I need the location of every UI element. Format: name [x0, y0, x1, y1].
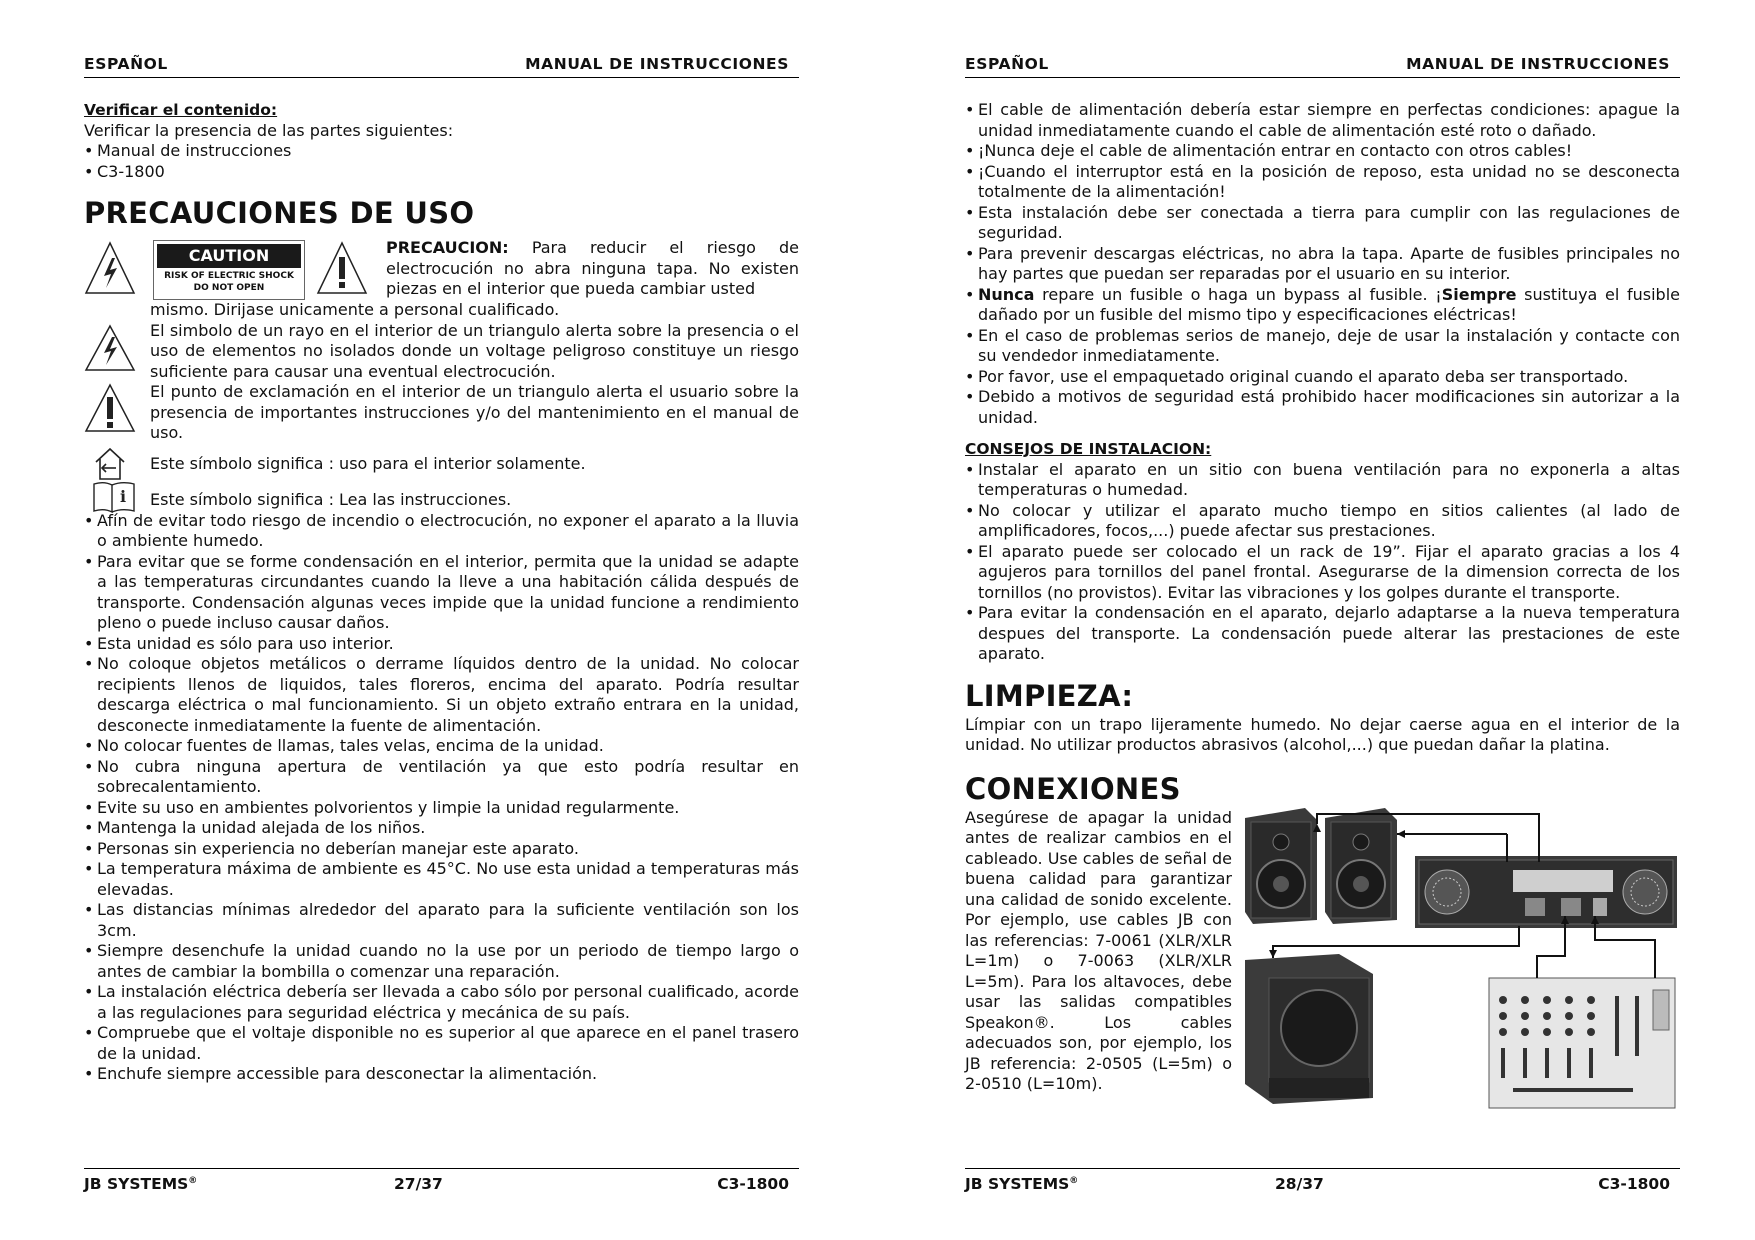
connection-diagram: [1243, 808, 1679, 1116]
read-instructions-icon: [92, 480, 136, 514]
list-item: • No colocar y utilizar el aparato mucho tiempo en sitios calientes (al lado de amplificadores, focos,...) puede afectar sus prestaciones.: [965, 501, 1680, 542]
verificar-heading: Verificar el contenido:: [84, 101, 278, 119]
precauciones-list: [84, 511, 799, 1085]
rayo-text: El simbolo de un rayo en el interior de un triangulo alerta sobre la presencia o el uso de elementos no isolados donde un voltage peligroso constituye un riesgo suficiente para causar una eventual electrocución.: [150, 320, 799, 381]
list-item: • C3-1800: [84, 162, 799, 183]
brand-name: JB SYSTEMS: [84, 1175, 189, 1193]
lightning-triangle-icon: [84, 323, 136, 373]
verificar-list: [84, 141, 799, 182]
rayo-block: [84, 321, 799, 383]
indoor-text: Este símbolo significa : uso para el interior solamente.: [150, 453, 586, 473]
registered-mark: ®: [188, 1175, 198, 1186]
left-body: [84, 100, 799, 1085]
indoor-block: [84, 454, 799, 475]
indoor-use-icon: [92, 446, 128, 482]
consejos-heading: CONSEJOS DE INSTALACION:: [965, 440, 1212, 458]
footer-model: C3-1800: [717, 1175, 789, 1193]
list-item: • La temperatura máxima de ambiente es 45°C. No use esta unidad a temperaturas más elevadas.: [84, 859, 799, 900]
safety-list: [965, 100, 1680, 428]
list-item: • Para evitar que se forme condensación en el interior, permita que la unidad se adapte a las temperaturas circundantes cuando la lleve a una habitación cálida después de transporte. Condensación algunas veces impide que la unidad funcione a rendimiento pleno o puede incluso causar daños.: [84, 552, 799, 634]
conexiones-title: CONEXIONES: [965, 771, 1181, 806]
brand-name: JB SYSTEMS: [965, 1175, 1070, 1193]
registered-mark: ®: [1069, 1175, 1079, 1186]
fuse-text-1: repare un fusible o haga un bypass al fusible. ¡: [1034, 284, 1442, 304]
list-item: • La instalación eléctrica debería ser llevada a cabo sólo por personal cualificado, acorde a las regulaciones para seguridad eléctrica y mecánica de su país.: [84, 982, 799, 1023]
exclamacion-text: El punto de exclamación en el interior de un triangulo alerta el usuario sobre la presencia de importantes instrucciones y/o del mantenimiento en el manual de uso.: [150, 382, 799, 442]
list-item: • Esta instalación debe ser conectada a tierra para cumplir con las regulaciones de seguridad.: [965, 203, 1680, 244]
list-item: • Afín de evitar todo riesgo de incendio o electrocución, no exponer el aparato a la lluvia o ambiente humedo.: [84, 511, 799, 552]
caution-sub-1: RISK OF ELECTRIC SHOCK: [164, 271, 294, 281]
limpieza-text: Límpiar con un trapo lijeramente humedo. No dejar caerse agua en el interior de la unidad. No utilizar productos abrasivos (alcohol,...) que puedan dañar la platina.: [965, 714, 1680, 754]
page-footer: [84, 1168, 799, 1197]
precaucion-bold: PRECAUCION:: [386, 238, 509, 257]
fuse-bold-siempre: Siempre: [1441, 284, 1517, 304]
limpieza-title: LIMPIEZA:: [965, 678, 1134, 713]
list-item: • Para evitar la condensación en el aparato, dejarlo adaptarse a la nueva temperatura despues del transporte. La condensación puede alterar las prestaciones de este aparato.: [965, 603, 1680, 665]
exclamation-triangle-icon: [84, 382, 136, 434]
list-item: • Esta unidad es sólo para uso interior.: [84, 634, 799, 655]
exclamacion-block: [84, 382, 799, 444]
fuse-item: [965, 285, 1680, 326]
precaucion-text: Para reducir el riesgo de electrocución no abra ninguna tapa. No existen piezas en el interior que pueda cambiar usted: [386, 238, 799, 298]
page-footer: [965, 1168, 1680, 1197]
speaker-right-icon: [1325, 808, 1397, 924]
header-title: MANUAL DE INSTRUCCIONES: [525, 55, 789, 73]
fuse-text-2: sustituya el fusible dañado por un fusible del mismo tipo y especificaciones eléctricas!: [978, 284, 1681, 324]
list-item: • ¡Cuando el interruptor está en la posición de reposo, esta unidad no se desconecta totalmente de la alimentación!: [965, 162, 1680, 203]
list-item: • Debido a motivos de seguridad está prohibido hacer modificaciones sin autorizar a la unidad.: [965, 387, 1680, 428]
list-item: • Por favor, use el empaquetado original cuando el aparato deba ser transportado.: [965, 367, 1680, 388]
read-block: [84, 487, 799, 511]
read-text: Este símbolo significa : Lea las instrucciones.: [150, 490, 512, 509]
list-item: • ¡Nunca deje el cable de alimentación entrar en contacto con otros cables!: [965, 141, 1680, 162]
list-item: • No colocar fuentes de llamas, tales velas, encima de la unidad.: [84, 736, 799, 757]
page-header: [965, 55, 1680, 78]
list-item: • Enchufe siempre accessible para desconectar la alimentación.: [84, 1064, 799, 1085]
lightning-warning-icon: [84, 240, 136, 296]
left-page: [84, 0, 799, 1240]
header-language: ESPAÑOL: [84, 55, 168, 73]
list-item: • Compruebe que el voltaje disponible no es superior al que aparece en el panel trasero de la unidad.: [84, 1023, 799, 1064]
caution-label-box: [153, 240, 305, 300]
list-item: • Instalar el aparato en un sitio con buena ventilación para no exponerla a altas temperaturas o humedad.: [965, 460, 1680, 501]
list-item: • No cubra ninguna apertura de ventilación ya que esto podría resultar en sobrecalentamiento.: [84, 757, 799, 798]
precaucion-continued: mismo. Dirijase unicamente a personal cualificado.: [150, 300, 560, 319]
footer-page-number: 27/37: [394, 1175, 443, 1193]
speaker-left-icon: [1245, 808, 1317, 924]
list-item: • Para prevenir descargas eléctricas, no abra la tapa. Aparte de fusibles principales no hay partes que puedan ser reparadas por el usuario en su interior.: [965, 244, 1680, 285]
caution-label: CAUTION: [157, 244, 301, 268]
mixer-icon: [1489, 978, 1675, 1108]
exclamation-warning-icon: [316, 240, 368, 296]
list-item: • Las distancias mínimas alrededor del aparato para la suficiente ventilación son los 3cm.: [84, 900, 799, 941]
conexiones-text: Asegúrese de apagar la unidad antes de realizar cambios en el cableado. Use cables de señal de buena calidad para garantizar una calidad de sonido excelente. Por ejemplo, use cables JB con las referencias: 7-0061 (XLR/XLR L=1m) o 7-0063 (XLR/XLR L=5m). Para los altavoces, debe usar las salidas compatibles Speakon®. Los cables adecuados son, por ejemplo, los JB referencia: 2-0505 (L=5m) o 2-0510 (L=10m).: [965, 807, 1232, 1093]
header-title: MANUAL DE INSTRUCCIONES: [1406, 55, 1670, 73]
precaucion-paragraph: [386, 238, 799, 300]
list-item: • Siempre desenchufe la unidad cuando no la use por un periodo de tiempo largo o antes de cambiar la bombilla o comenzar una reparación.: [84, 941, 799, 982]
list-item: • En el caso de problemas serios de manejo, deje de usar la instalación y contacte con su vendedor inmediatamente.: [965, 326, 1680, 367]
list-item: • Personas sin experiencia no deberían manejar este aparato.: [84, 839, 799, 860]
caution-block: [84, 238, 799, 300]
list-item: • No coloque objetos metálicos o derrame líquidos dentro de la unidad. No colocar recipients llenos de liquidos, tales floreros, encima del aparato. Podría resultar descarga eléctrica o mal funcionamiento. Si un objeto extraño entrara en la unidad, desconecte inmediatamente la fuente de alimentación.: [84, 654, 799, 736]
consejos-list: [965, 460, 1680, 665]
verificar-intro: Verificar la presencia de las partes siguientes:: [84, 120, 454, 140]
footer-brand: [84, 1175, 197, 1193]
footer-brand: [965, 1175, 1078, 1193]
list-item: • Manual de instrucciones: [84, 141, 799, 162]
fuse-bold-nunca: Nunca: [978, 284, 1035, 304]
page-header: [84, 55, 799, 78]
caution-sub-2: DO NOT OPEN: [193, 283, 265, 293]
footer-page-number: 28/37: [1275, 1175, 1324, 1193]
list-item: • El cable de alimentación debería estar siempre en perfectas condiciones: apague la unidad inmediatamente cuando el cable de alimentación esté roto o dañado.: [965, 100, 1680, 141]
header-language: ESPAÑOL: [965, 55, 1049, 73]
list-item: • Evite su uso en ambientes polvorientos y limpie la unidad regularmente.: [84, 798, 799, 819]
list-item: • Mantenga la unidad alejada de los niños.: [84, 818, 799, 839]
svg-text:i: i: [119, 487, 127, 506]
subwoofer-icon: [1245, 954, 1373, 1104]
right-page: [965, 0, 1680, 1240]
list-item: • El aparato puede ser colocado el un rack de 19”. Fijar el aparato gracias a los 4 agujeros para tornillos del panel frontal. Asegurarse de la dimension correcta de los tornillos (no provistos). Evitar las vibraciones y los golpes durante el transporte.: [965, 542, 1680, 604]
footer-model: C3-1800: [1598, 1175, 1670, 1193]
amplifier-icon: [1415, 856, 1677, 928]
precauciones-title: PRECAUCIONES DE USO: [84, 196, 475, 230]
